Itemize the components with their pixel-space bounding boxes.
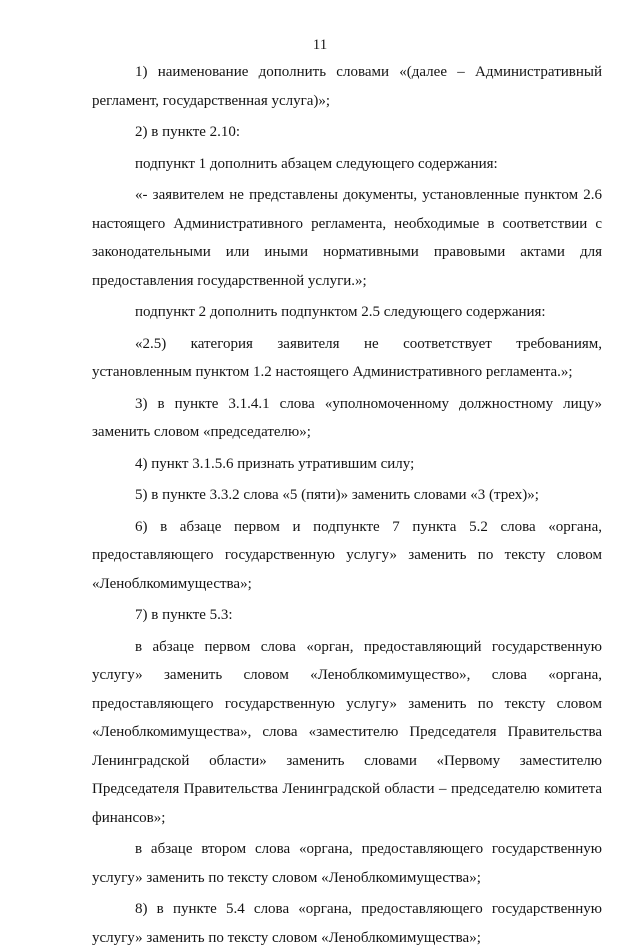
document-body [92, 58, 602, 952]
paragraph-item-2: 2) в пункте 2.10: [135, 124, 241, 140]
paragraph-item-5: 5) в пункте 3.3.2 слова «5 (пяти)» заменить словами «3 (трех)»; [135, 487, 539, 503]
paragraph-item-6: 6) в абзаце первом и подпункте 7 пункта 5.2 слова «органа, предоставляющего государственную услугу» заменить по тексту словом «Леноблкомимущества»; [92, 518, 602, 592]
paragraph-quote-2: «2.5) категория заявителя не соответствует требованиям, установленным пунктом 1.2 настоящего Административного регламента.»; [92, 335, 602, 380]
paragraph-item-4: 4) пункт 3.1.5.6 признать утратившим силу; [135, 455, 415, 472]
paragraph-item-7-second: в абзаце втором слова «органа, предоставляющего государственную услугу» заменить по тексту словом «Леноблкомимущества»; [92, 841, 602, 886]
paragraph-item-8: 8) в пункте 5.4 слова «органа, предоставляющего государственную услугу» заменить по тексту словом «Леноблкомимущества»; [92, 901, 602, 946]
paragraph-item-1: 1) наименование дополнить словами «(далее – Административный регламент, государственная услуга)»; [92, 64, 602, 109]
paragraph-subitem-2: подпункт 2 дополнить подпунктом 2.5 следующего содержания: [135, 304, 546, 320]
paragraph-item-7: 7) в пункте 5.3: [135, 607, 233, 623]
paragraph-item-3: 3) в пункте 3.1.4.1 слова «уполномоченному должностному лицу» заменить словом «председателю»; [92, 395, 602, 440]
page-number: 11 [312, 37, 328, 53]
paragraph-subitem-1: подпункт 1 дополнить абзацем следующего содержания: [135, 155, 498, 172]
paragraph-item-7-first: в абзаце первом слова «орган, предоставляющий государственную услугу» заменить словом «Леноблкомимущество», слова «органа, предоставляющего государственную услугу» заменить по тексту словом «Леноблкомимущества», слова «заместителю Председателя Правительства Ленинградской области» заменить словами «Первому заместителю Председателя Правительства Ленинградской области – председателю комитета финансов»; [92, 638, 602, 826]
paragraph-quote-1: «- заявителем не представлены документы, установленные пунктом 2.6 настоящего Административного регламента, необходимые в соответствии с законодательными или иными нормативными правовыми актами для предоставления государственной услуги.»; [92, 187, 602, 289]
